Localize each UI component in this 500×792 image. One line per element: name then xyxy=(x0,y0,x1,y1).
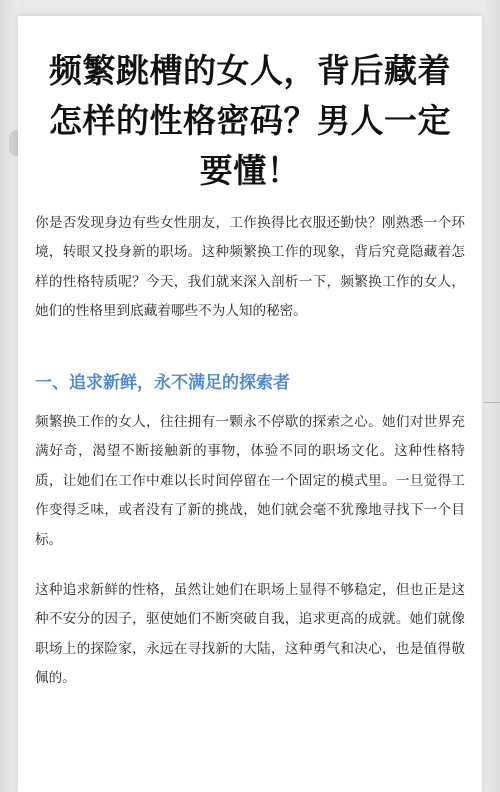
intro-paragraph: 你是否发现身边有些女性朋友，工作换得比衣服还勤快？刚熟悉一个环境，转眼又投身新的职场。这种频繁换工作的现象，背后究竟隐藏着怎样的性格特质呢？今天，我们就来深入剖析一下，频繁换工作的女人，她们的性格里到底藏着哪些不为人知的秘密。 xyxy=(35,215,465,320)
background-left-edge xyxy=(0,0,18,792)
right-edge-divider xyxy=(484,402,500,403)
article-title: 频繁跳槽的女人，背后藏着怎样的性格密码？男人一定要懂！ xyxy=(49,51,451,190)
article-sheet xyxy=(18,16,482,792)
background-right-edge xyxy=(482,0,500,792)
section-heading: 一、追求新鲜，永不满足的探索者 xyxy=(35,373,290,393)
section-paragraph-1: 频繁换工作的女人，往往拥有一颗永不停歇的探索之心。她们对世界充满好奇，渴望不断接触新的事物，体验不同的职场文化。这种性格特质，让她们在工作中难以长时间停留在一个固定的模式里。一旦觉得工作变得乏味，或者没有了新的挑战，她们就会毫不犹豫地寻找下一个目标。 xyxy=(35,414,465,548)
section-paragraph-2: 这种追求新鲜的性格，虽然让她们在职场上显得不够稳定，但也正是这种不安分的因子，驱使她们不断突破自我，追求更高的成就。她们就像职场上的探险家，永远在寻找新的大陆，这种勇气和决心，也是值得敬佩的。 xyxy=(35,582,465,687)
